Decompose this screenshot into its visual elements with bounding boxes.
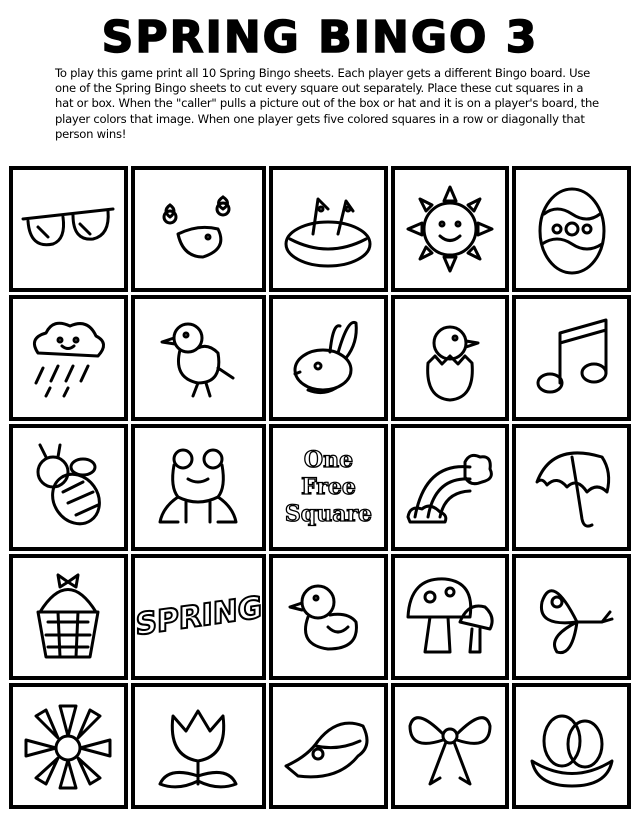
easter-egg-icon — [522, 179, 622, 279]
bingo-cell-hatching-chick — [391, 295, 510, 421]
bingo-board — [9, 166, 631, 809]
frog-icon — [148, 437, 248, 537]
bingo-cell-bow — [391, 683, 510, 809]
hat-icon — [278, 696, 378, 796]
bingo-cell-umbrella — [512, 424, 631, 550]
bingo-cell-flower — [9, 683, 128, 809]
bingo-cell-chick — [269, 554, 388, 680]
bunny-icon — [278, 308, 378, 408]
bingo-cell-eggs-nest — [512, 683, 631, 809]
bee-icon — [18, 437, 118, 537]
bingo-cell-bird-flowers — [131, 166, 267, 292]
bingo-cell-music-note — [512, 295, 631, 421]
hatching-chick-icon — [400, 308, 500, 408]
bingo-cell-rain-cloud — [9, 295, 128, 421]
bow-icon — [400, 696, 500, 796]
rain-cloud-icon — [18, 308, 118, 408]
bingo-cell-spring — [131, 554, 267, 680]
umbrella-icon — [522, 437, 622, 537]
bingo-cell-frog — [131, 424, 267, 550]
basket-icon — [18, 567, 118, 667]
chick-icon — [278, 567, 378, 667]
bingo-cell-free-square — [269, 424, 388, 550]
music-note-icon — [522, 308, 622, 408]
bingo-cell-butterfly — [512, 554, 631, 680]
bingo-cell-bird — [131, 295, 267, 421]
bingo-cell-tulip — [131, 683, 267, 809]
spring-text: SPRING — [135, 590, 262, 644]
bingo-cell-sunglasses — [9, 166, 128, 292]
bingo-cell-egg — [512, 166, 631, 292]
butterfly-icon — [522, 567, 622, 667]
flower-icon — [18, 696, 118, 796]
page-title: SPRING BINGO 3 — [101, 12, 539, 63]
mushroom-icon — [400, 567, 500, 667]
rainbow-icon — [400, 437, 500, 537]
sunglasses-icon — [18, 179, 118, 279]
bingo-cell-sun — [391, 166, 510, 292]
bingo-cell-bunny — [269, 295, 388, 421]
eggs-in-nest-icon — [522, 696, 622, 796]
free-square-text: One Free Square — [284, 446, 373, 527]
bingo-cell-mushroom — [391, 554, 510, 680]
bingo-cell-nest — [269, 166, 388, 292]
tulip-icon — [148, 696, 248, 796]
bird-nest-icon — [278, 179, 378, 279]
bingo-cell-hat — [269, 683, 388, 809]
sun-icon — [400, 179, 500, 279]
bird-with-flowers-icon — [148, 179, 248, 279]
bingo-cell-rainbow — [391, 424, 510, 550]
instructions: To play this game print all 10 Spring Bingo sheets. Each player gets a different Bingo board. Use one of the Spring Bingo sheets to cut every square out separately. Place these cut squares in a hat or box. When the "caller" pulls a picture out of the box or hat and it is on a player's board, the player colors that image. When one player gets five colored squares in a row or diagonally that person wins! — [55, 66, 599, 141]
bingo-cell-bee — [9, 424, 128, 550]
bird-icon — [148, 308, 248, 408]
bingo-cell-basket — [9, 554, 128, 680]
